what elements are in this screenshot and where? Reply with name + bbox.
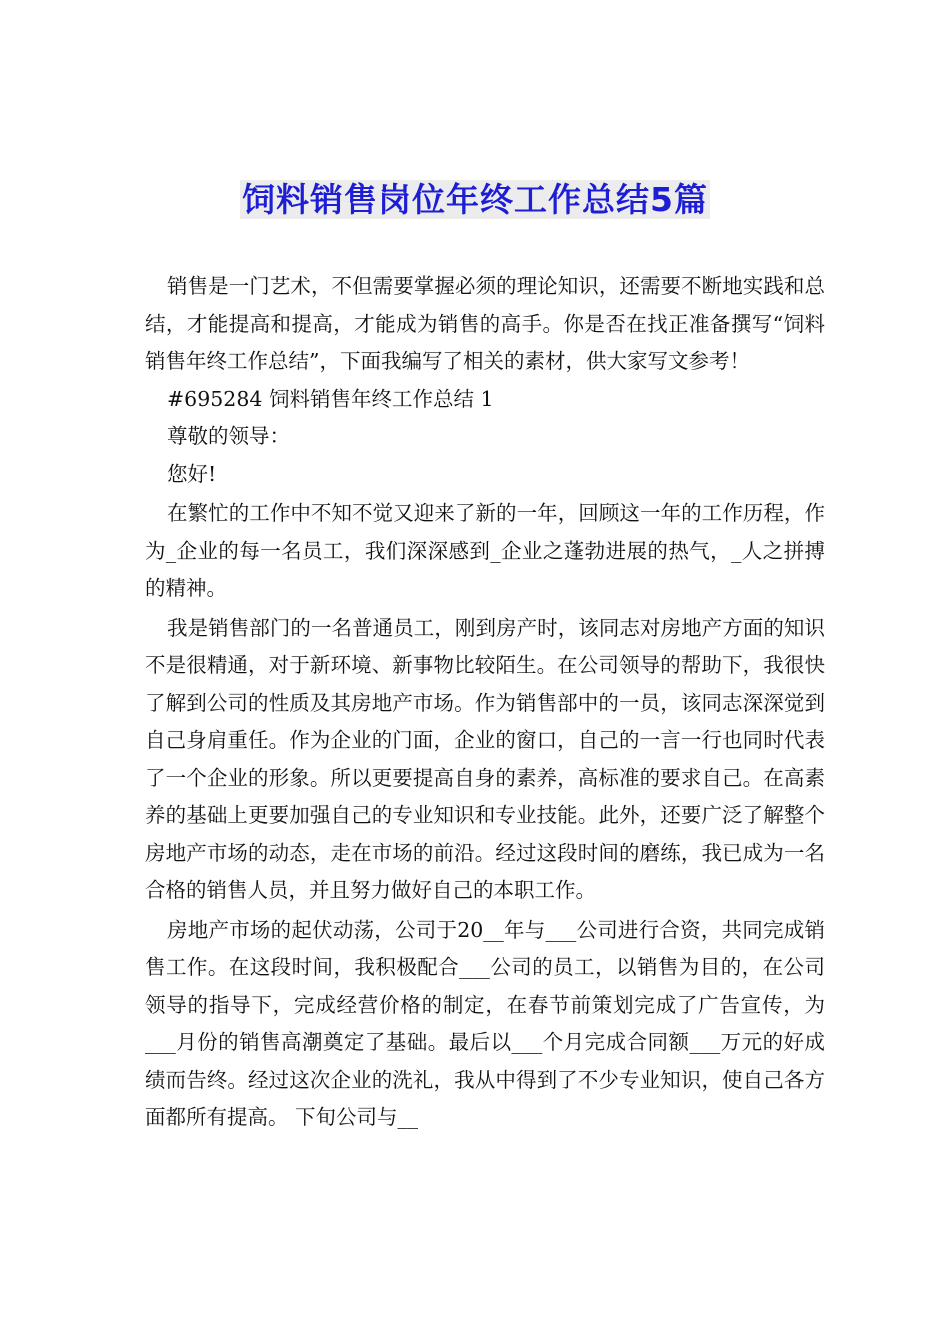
body-paragraph: 在繁忙的工作中不知不觉又迎来了新的一年，回顾这一年的工作历程，作为_企业的每一名员工，我们深深感到_企业之蓬勃进展的热气，_人之拼搏的精神。 — [145, 501, 825, 600]
section-heading: #695284 饲料销售年终工作总结 1 — [167, 386, 494, 411]
document-title-text: 饲料销售岗位年终工作总结5篇 — [242, 180, 708, 219]
document-body — [145, 268, 825, 1137]
body-paragraph: 房地产市场的起伏动荡，公司于20__年与___公司进行合资，共同完成销售工作。在这段时间，我积极配合___公司的员工，以销售为目的，在公司领导的指导下，完成经营价格的制定，在春节前策划完成了广告宣传，为___月份的销售高潮奠定了基础。最后以___个月完成合同额___万元的好成绩而告终。经过这次企业的洗礼，我从中得到了不少专业知识，使自己各方面都所有提高。 下旬公司与__ — [145, 917, 825, 1129]
greeting: 您好! — [167, 461, 217, 486]
body-paragraph: 我是销售部门的一名普通员工，刚到房产时，该同志对房地产方面的知识不是很精通，对于新环境、新事物比较陌生。在公司领导的帮助下，我很快了解到公司的性质及其房地产市场。作为销售部中的一员，该同志深深觉到自己身肩重任。作为企业的门面，企业的窗口，自己的一言一行也同时代表了一个企业的形象。所以更要提高自身的素养，高标准的要求自己。在高素养的基础上更要加强自己的专业知识和专业技能。此外，还要广泛了解整个房地产市场的动态，走在市场的前沿。经过这段时间的磨练，我已成为一名合格的销售人员，并且努力做好自己的本职工作。 — [145, 615, 825, 902]
document-title — [0, 176, 950, 224]
salutation: 尊敬的领导： — [167, 424, 290, 448]
intro-paragraph: 销售是一门艺术，不但需要掌握必须的理论知识，还需要不断地实践和总结，才能提高和提高，才能成为销售的高手。你是否在找正准备撰写“饲料销售年终工作总结”，下面我编写了相关的素材，供大家写文参考！ — [145, 274, 825, 373]
